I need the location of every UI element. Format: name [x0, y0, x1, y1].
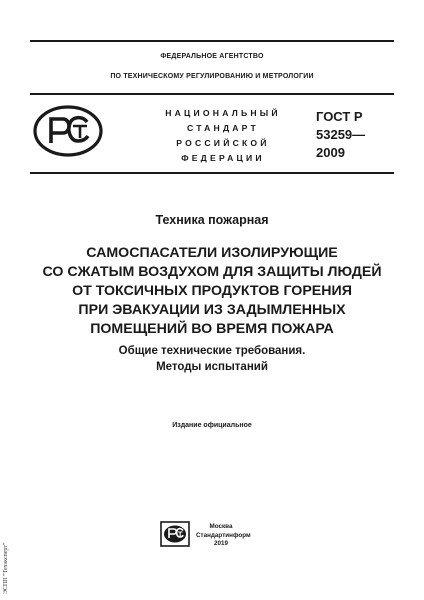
agency-line-1: ФЕДЕРАЛЬНОЕ АГЕНТСТВО [160, 53, 264, 60]
title-line: САМОСПАСАТЕЛИ ИЗОЛИРУЮЩИЕ [86, 245, 338, 261]
standard-type [148, 106, 298, 166]
designation-line: ГОСТ Р [316, 109, 363, 124]
designation-rule [30, 172, 394, 174]
document-category: Техника пожарная [155, 213, 269, 227]
title-line: ПРИ ЭВАКУАЦИИ ИЗ ЗАДЫМЛЕННЫХ [78, 302, 346, 318]
standard-type-line: СТАНДАРТ [187, 123, 259, 133]
subtitle-line: Методы испытаний [156, 361, 268, 373]
side-watermark-text: ЭСПП "Техэксперт" [3, 542, 9, 594]
edition-label: Издание официальное [172, 422, 252, 429]
rst-certification-mark-icon [33, 105, 103, 157]
title-line: ОТ ТОКСИЧНЫХ ПРОДУКТОВ ГОРЕНИЯ [72, 283, 352, 299]
subtitle-line: Общие технические требования. [118, 345, 306, 357]
publisher-line: Стандартинформ [196, 531, 251, 539]
standard-type-line: РОССИЙСКОЙ [176, 138, 270, 148]
publisher-line: 2019 [213, 540, 228, 547]
standartinform-logo-icon [160, 521, 190, 547]
publisher-info [196, 523, 251, 549]
agency-line-2: ПО ТЕХНИЧЕСКОМУ РЕГУЛИРОВАНИЮ И МЕТРОЛОГИИ [110, 73, 314, 80]
standard-type-line: ФЕДЕРАЦИИ [181, 153, 265, 163]
publisher-line: Москва [209, 523, 233, 530]
top-rule [30, 40, 394, 42]
document-title [0, 244, 424, 339]
header-rule [30, 93, 394, 95]
standard-type-line: НАЦИОНАЛЬНЫЙ [165, 108, 281, 118]
designation-line: 53259— [316, 127, 366, 142]
standard-designation [316, 108, 365, 162]
title-line: ПОМЕЩЕНИЙ ВО ВРЕМЯ ПОЖАРА [90, 321, 334, 337]
title-line: СО СЖАТЫМ ВОЗДУХОМ ДЛЯ ЗАЩИТЫ ЛЮДЕЙ [42, 264, 382, 280]
designation-line: 2009 [316, 145, 345, 160]
document-subtitle [0, 343, 424, 375]
